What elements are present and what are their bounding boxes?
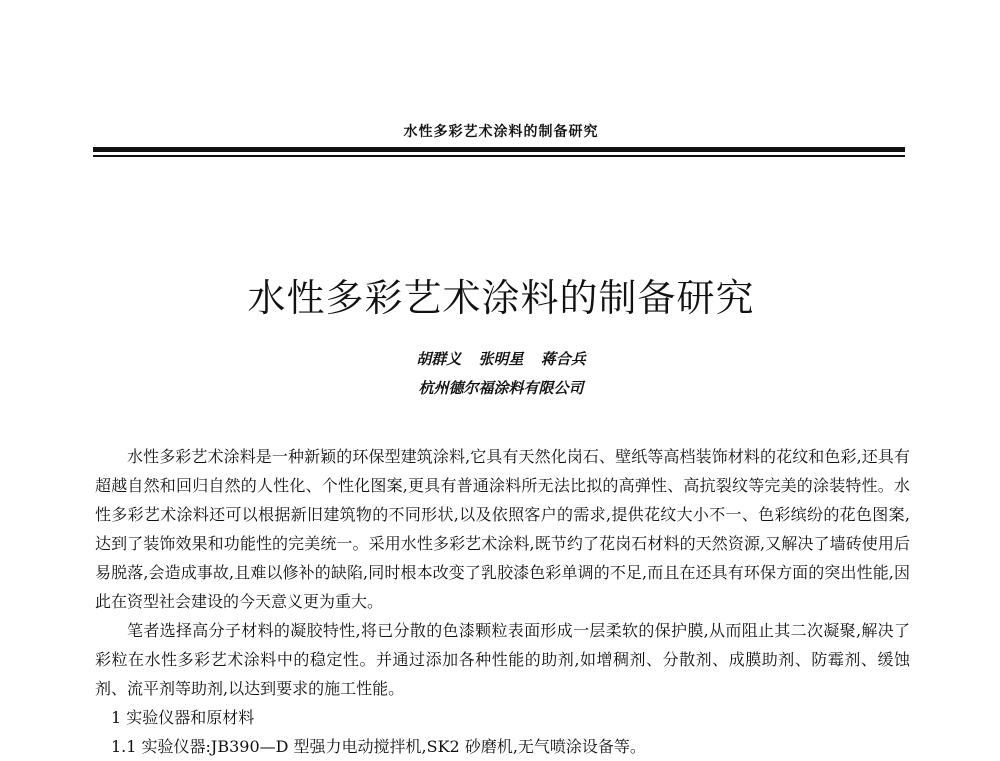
header-rule-thin bbox=[93, 155, 905, 157]
header-rule-thick bbox=[93, 147, 905, 152]
body-paragraph-intro: 水性多彩艺术涂料是一种新颖的环保型建筑涂料,它具有天然化岗石、壁纸等高档装饰材料的花纹和色彩,还具有超越自然和回归自然的人性化、个性化图案,更具有普通涂料所无法比拟的高弹性、高抗裂纹等完美的涂装特性。水性多彩艺术涂料还可以根据新旧建筑物的不同形状,以及依照客户的需求,提供花纹大小不一、色彩缤纷的花色图案,达到了装饰效果和功能性的完美统一。采用水性多彩艺术涂料,既节约了花岗石材料的天然资源,又解决了墙砖使用后易脱落,会造成事故,且难以修补的缺陷,同时根本改变了乳胶漆色彩单调的不足,而且在还具有环保方面的突出性能,因此在资型社会建设的今天意义更为重大。 bbox=[95, 447, 910, 611]
running-header: 水性多彩艺术涂料的制备研究 bbox=[403, 124, 599, 140]
body-paragraph-method: 笔者选择高分子材料的凝胶特性,将已分散的色漆颗粒表面形成一层柔软的保护膜,从而阻止其二次凝聚,解决了彩粒在水性多彩艺术涂料中的稳定性。并通过添加各种性能的助剂,如增稠剂、分散剂、成膜助剂、防霉剂、缓蚀剂、流平剂等助剂,以达到要求的施工性能。 bbox=[95, 621, 910, 698]
author-list: 胡群义 张明星 蒋合兵 bbox=[416, 350, 586, 368]
body-text bbox=[95, 442, 910, 761]
author-affiliation: 杭州德尔福涂料有限公司 bbox=[418, 379, 584, 397]
subsection-line: 1.1 实验仪器:JB390—D 型强力电动搅拌机,SK2 砂磨机,无气喷涂设备等。 bbox=[111, 737, 646, 756]
article-title: 水性多彩艺术涂料的制备研究 bbox=[247, 276, 755, 320]
section-heading: 1 实验仪器和原材料 bbox=[111, 708, 255, 727]
